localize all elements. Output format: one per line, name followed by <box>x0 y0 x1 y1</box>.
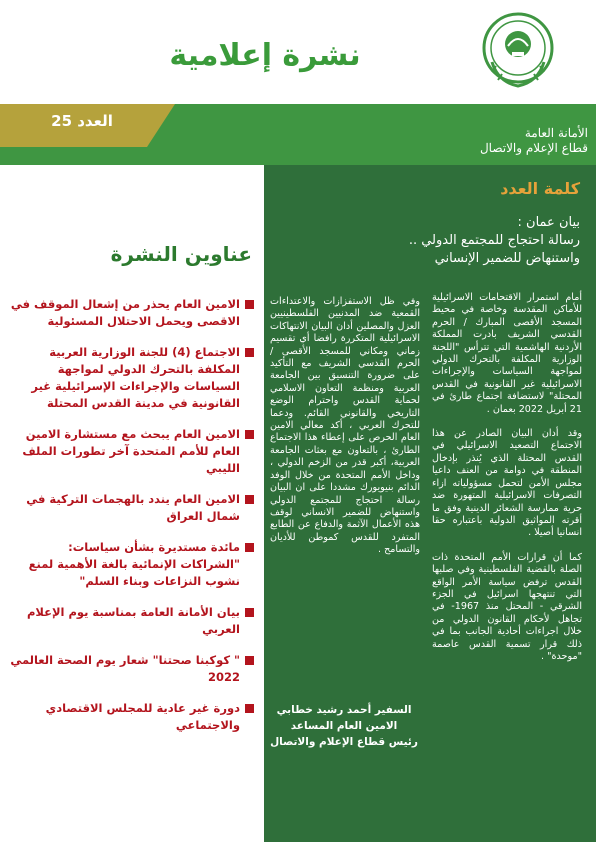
headline-item[interactable]: دورة غير عادية للمجلس الاقتصادي والاجتماعي <box>10 700 254 734</box>
headline-item[interactable]: الامين العام يندد بالهجمات التركية في شمال العراق <box>10 491 254 525</box>
bullet-icon <box>245 495 254 504</box>
headline-item[interactable]: الامين العام يحذر من إشعال الموقف في الاقصى ويحمل الاحتلال المسئولية <box>10 296 254 330</box>
bullet-icon <box>245 430 254 439</box>
paragraph: كما أن قرارات الأمم المتحدة ذات الصلة بالقضية الفلسطينية وفي صلبها القدس ترفض سياسة الأمر الواقع التي تنتهجها اسرائيل في الجزء الشرقي - المحتل منذ 1967- في تجاهل لأحكام القانون الدولي من خلال اجراءات أحادية الجانب بما في ذلك قرار تسمية القدس عاصمة "موحدة" . <box>432 551 582 662</box>
bullet-icon <box>245 543 254 552</box>
editorial-subtitle <box>280 214 580 268</box>
headline-item[interactable]: الامين العام يبحث مع مستشارة الامين العام للأمم المتحدة آخر تطورات الملف الليبي <box>10 426 254 477</box>
arab-league-emblem-icon <box>478 10 558 92</box>
paragraph: وقد أدان البيان الصادر عن هذا الاجتماع التصعيد الاسرائيلي في القدس المحتلة الذي يُنذر بإدخال المنطقة في دوامة من العنف داعيا مجلس الأمن لتحمل مسؤولياته ازاء التصرفات الاسرائيلية المتهورة ضد حرية ممارسة الشعائر الدينية وفق ما أقرته المواثيق الدولية باعتباره حقا انسانيا أصيلا . <box>432 428 582 539</box>
subtitle-line-2: رسالة احتجاج للمجتمع الدولي .. <box>408 233 580 248</box>
headline-item[interactable]: الاجتماع (4) للجنة الوزارية العربية المكلفة بالتحرك الدولي لمواجهة السياسات والإجراءات الإسرائيلية غير القانونية في مدينة القدس المحتلة <box>10 344 254 412</box>
signature-name: السفير أحمد رشيد خطابي <box>276 704 412 716</box>
editorial-column-right <box>432 292 582 675</box>
editorial-heading: كلمة العدد <box>500 179 580 198</box>
subtitle-line-3: واستنهاض للضمير الإنساني <box>434 251 580 266</box>
headline-item[interactable]: مائدة مستديرة بشأن سياسات: "الشراكات الإنمائية بالغة الأهمية لمنع نشوب النزاعات وبناء السلم" <box>10 539 254 590</box>
issue-number: العدد 25 <box>51 112 113 130</box>
bullet-icon <box>245 348 254 357</box>
headlines-title: عناوين النشرة <box>110 242 252 266</box>
masthead <box>0 0 596 165</box>
bullet-icon <box>245 704 254 713</box>
headline-item[interactable]: بيان الأمانة العامة بمناسبة يوم الإعلام العربي <box>10 604 254 638</box>
bullet-icon <box>245 608 254 617</box>
newsletter-title: نشرة إعلامية <box>169 38 361 73</box>
bullet-icon <box>245 656 254 665</box>
headline-item[interactable]: " كوكبنا صحتنا" شعار يوم الصحة العالمي 2022 <box>10 652 254 686</box>
bullet-icon <box>245 300 254 309</box>
signature-title: الامين العام المساعد <box>290 720 398 732</box>
org-line-1: الأمانة العامة <box>524 126 588 140</box>
org-line-2: قطاع الإعلام والاتصال <box>479 141 588 155</box>
signature-block <box>268 702 420 750</box>
editorial-column-left: وفي ظل الاستفزازات والاعتداءات القمعية ضد المدنيين الفلسطينيين العزل والمصلين أدان البيان الانتهاكات الاسرائيلية المتكررة رافضا أي تقسيم زماني ومكاني للمسجد الأقصى / الحرم القدسي الشريف مع التأكيد على ضرورة التنسيق بين الجامعة العربية ومنظمة التعاون الاسلامي لحماية القدس واحترام الوضع التاريخي والقانوني القائم. ودعما للتحرك العربي ، أكد معالي الامين العام الحرص على إعطاء هذا الاجتماع الطارئ ، بالتعاون مع بعثات الجامعة العربية، أكبر قدر من الزخم الدولي ، وداخل الأمم المتحدة من خلال الوفد الدائم بنيويورك مشددا على ان البيان رسالة احتجاج للمجتمع الدولي واستنهاض للضمير الانساني لوقف هذه الأعمال الآثمة والدفاع عن الطابع المتفرد للقدس كموطن للأديان والتسامح . <box>270 296 420 556</box>
subtitle-line-1: بيان عمان : <box>517 215 580 230</box>
paragraph: أمام استمرار الاقتحامات الاسرائيلية للأماكن المقدسة وخاصة في محيط المسجد الأقصى المبارك / الحرم القدسي الشريف بادرت المملكة الأردنية الهاشمية التي تترأس "اللجنة الوزارية المكلفة بالتحرك الدولي لمواجهة السياسات والإجراءات الاسرائيلية غير القانونية في القدس المحتلة" لاستضافة اجتماع طارئ في 21 أبريل 2022 بعمان . <box>432 292 582 415</box>
signature-role: رئيس قطاع الإعلام والاتصال <box>270 736 418 748</box>
headlines-list <box>10 296 254 748</box>
organization-label <box>430 126 588 156</box>
